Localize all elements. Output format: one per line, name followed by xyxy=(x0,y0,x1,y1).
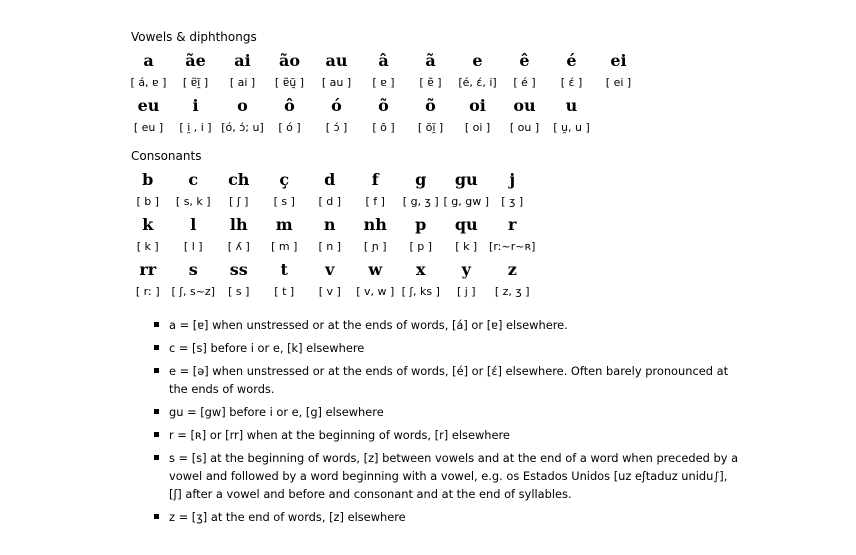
vowel-letter: é xyxy=(566,51,577,70)
vowel-ipa-row xyxy=(125,119,642,137)
consonant-ipa: [ ʃ, ks ] xyxy=(401,285,440,298)
consonant-letter: nh xyxy=(363,215,387,234)
vowel-ipa: [ ou ] xyxy=(509,121,540,134)
vowel-letter: ai xyxy=(234,51,251,70)
bullet-icon xyxy=(154,409,159,414)
vowel-letter: õ xyxy=(378,96,389,115)
consonant-letter: r xyxy=(508,215,517,234)
vowel-letter: ei xyxy=(610,51,627,70)
consonant-letter: ch xyxy=(228,170,250,189)
consonant-letter: ç xyxy=(279,170,290,189)
vowel-ipa: [é, ɛ́, i] xyxy=(458,76,497,89)
consonant-letter: w xyxy=(368,260,383,279)
vowel-ipa: [ ɔ́ ] xyxy=(325,121,348,134)
consonant-letter: gu xyxy=(454,170,478,189)
vowel-ipa xyxy=(595,119,642,137)
consonant-letter: j xyxy=(509,170,516,189)
consonant-ipa: [ z, ʒ ] xyxy=(494,285,530,298)
bullet-icon xyxy=(154,368,159,373)
consonant-ipa: [ ʒ ] xyxy=(501,195,524,208)
consonant-letter: v xyxy=(325,260,335,279)
consonant-ipa: [ s ] xyxy=(273,195,295,208)
vowel-ipa: [ ó ] xyxy=(278,121,301,134)
consonant-ipa: [ v ] xyxy=(318,285,341,298)
consonant-ipa: [ l ] xyxy=(183,240,203,253)
vowel-ipa: [ ɛ́ ] xyxy=(560,76,583,89)
vowel-letter: o xyxy=(237,96,248,115)
consonant-letter: f xyxy=(371,170,379,189)
pronunciation-notes xyxy=(150,316,740,531)
vowel-ipa: [ ɐ̃ ] xyxy=(419,76,442,89)
consonant-letter xyxy=(535,211,581,238)
note-text: z = [ʒ] at the end of words, [z] elsewhere xyxy=(169,510,406,524)
vowel-letter: ãe xyxy=(185,51,206,70)
consonant-ipa: [ ʃ, s~z] xyxy=(171,285,215,298)
vowel-letter: i xyxy=(192,96,199,115)
consonant-letter: qu xyxy=(454,215,478,234)
note-item xyxy=(150,449,740,503)
note-item xyxy=(150,362,740,398)
bullet-icon xyxy=(154,455,159,460)
vowel-letter: ó xyxy=(331,96,342,115)
vowel-ipa: [ eu ] xyxy=(133,121,164,134)
note-text: e = [ə] when unstressed or at the ends of words, [é] or [ɛ́] elsewhere. Often barely pronounced at the ends of words. xyxy=(169,364,729,396)
vowel-ipa: [ i̯ , i ] xyxy=(179,121,212,134)
consonant-letter: p xyxy=(415,215,427,234)
consonant-ipa: [ v, w ] xyxy=(356,285,395,298)
bullet-icon xyxy=(154,514,159,519)
consonant-letter: g xyxy=(415,170,427,189)
consonant-ipa: [ rː ] xyxy=(135,285,160,298)
consonant-letter: s xyxy=(188,260,198,279)
consonant-letter: t xyxy=(280,260,288,279)
consonant-ipa: [ ʃ ] xyxy=(229,195,249,208)
vowel-letter: au xyxy=(325,51,348,70)
consonant-ipa xyxy=(535,193,581,211)
consonant-ipa: [rː~r~ʀ] xyxy=(489,240,536,253)
vowel-ipa: [ ei ] xyxy=(605,76,632,89)
bullet-icon xyxy=(154,322,159,327)
vowel-ipa: [ ɐ̃ũ̯ ] xyxy=(274,76,305,89)
consonant-ipa: [ s, k ] xyxy=(175,195,211,208)
note-item xyxy=(150,426,740,444)
consonant-ipa xyxy=(535,238,581,256)
consonants-table xyxy=(125,166,626,301)
vowel-ipa: [ u̯, u ] xyxy=(553,121,590,134)
consonant-ipa xyxy=(535,283,581,301)
consonant-letter: rr xyxy=(139,260,157,279)
consonant-ipa: [ b ] xyxy=(136,195,160,208)
note-text: c = [s] before i or e, [k] elsewhere xyxy=(169,341,365,355)
vowel-letter: õ xyxy=(425,96,436,115)
consonant-letter: y xyxy=(461,260,471,279)
vowels-heading: Vowels & diphthongs xyxy=(131,30,257,44)
consonant-letter: n xyxy=(323,215,336,234)
vowel-ipa: [ au ] xyxy=(321,76,352,89)
consonant-letter-row xyxy=(125,166,626,193)
consonant-letter xyxy=(581,211,627,238)
consonant-ipa: [ f ] xyxy=(365,195,385,208)
consonant-letter: k xyxy=(142,215,154,234)
note-text: a = [ɐ] when unstressed or at the ends of words, [á] or [ɐ] elsewhere. xyxy=(169,318,568,332)
consonant-letter: b xyxy=(142,170,154,189)
vowel-letter: ê xyxy=(519,51,530,70)
consonant-ipa: [ p ] xyxy=(409,240,433,253)
consonant-ipa: [ d ] xyxy=(318,195,342,208)
note-text: s = [s] at the beginning of words, [z] between vowels and at the end of a word when preceded by a vowel and followed by a word beginning with a vowel, e.g. os Estados Unidos [uz eʃtaduz unidu∫], [ʃ] after a vowel and before and consonant and at the end of syllables. xyxy=(169,451,739,501)
consonant-ipa: [ s ] xyxy=(228,285,250,298)
vowel-letter: u xyxy=(565,96,578,115)
vowel-ipa: [ó, ɔ́; u] xyxy=(221,121,264,134)
vowel-ipa: [ é ] xyxy=(513,76,536,89)
vowel-letter: ão xyxy=(278,51,301,70)
consonant-ipa: [ ɲ ] xyxy=(363,240,387,253)
consonant-letter xyxy=(535,166,581,193)
consonant-letter: lh xyxy=(229,215,248,234)
consonant-letter: m xyxy=(275,215,293,234)
consonant-letter xyxy=(535,256,581,283)
vowel-letter: â xyxy=(378,51,389,70)
consonant-letter xyxy=(581,166,627,193)
consonant-letter-row xyxy=(125,256,626,283)
vowel-letter: ou xyxy=(513,96,536,115)
consonant-letter: l xyxy=(190,215,197,234)
consonant-ipa: [ k ] xyxy=(455,240,478,253)
vowel-letter-row xyxy=(125,47,642,74)
vowel-ipa-row xyxy=(125,74,642,92)
consonant-ipa: [ k ] xyxy=(136,240,159,253)
vowel-letter: oi xyxy=(469,96,486,115)
vowel-ipa: [ õ ] xyxy=(372,121,395,134)
vowel-ipa: [ ai ] xyxy=(229,76,256,89)
consonant-ipa xyxy=(581,283,627,301)
consonant-ipa: [ m ] xyxy=(271,240,298,253)
note-item xyxy=(150,403,740,421)
vowel-letter: eu xyxy=(137,96,160,115)
vowel-ipa: [ oi ] xyxy=(464,121,491,134)
bullet-icon xyxy=(154,432,159,437)
consonant-letter: x xyxy=(415,260,426,279)
note-text: r = [ʀ] or [rr] when at the beginning of words, [r] elsewhere xyxy=(169,428,510,442)
vowel-ipa: [ õĩ̯ ] xyxy=(417,121,444,134)
consonant-ipa: [ ʎ ] xyxy=(227,240,250,253)
vowel-letter xyxy=(595,92,642,119)
consonant-ipa xyxy=(581,193,627,211)
note-text: gu = [gw] before i or e, [g] elsewhere xyxy=(169,405,384,419)
note-item xyxy=(150,339,740,357)
vowel-ipa: [ á, ɐ ] xyxy=(130,76,167,89)
consonant-letter xyxy=(581,256,627,283)
consonant-letter: c xyxy=(188,170,199,189)
vowel-letter: a xyxy=(143,51,154,70)
consonant-ipa-row xyxy=(125,238,626,256)
consonant-ipa-row xyxy=(125,283,626,301)
note-item xyxy=(150,316,740,334)
consonant-letter-row xyxy=(125,211,626,238)
consonant-ipa: [ j ] xyxy=(456,285,476,298)
consonant-letter: d xyxy=(324,170,336,189)
vowel-letter: e xyxy=(472,51,483,70)
vowel-letter: ã xyxy=(425,51,436,70)
consonant-ipa: [ t ] xyxy=(274,285,295,298)
consonants-heading: Consonants xyxy=(131,149,202,163)
vowel-letter-row xyxy=(125,92,642,119)
vowel-ipa: [ ɐ̃ĩ̯ ] xyxy=(182,76,209,89)
vowels-table xyxy=(125,47,642,137)
vowel-letter: ô xyxy=(284,96,295,115)
consonant-ipa: [ g, gw ] xyxy=(443,195,490,208)
consonant-ipa: [ g, ʒ ] xyxy=(402,195,439,208)
consonant-ipa xyxy=(581,238,627,256)
vowel-ipa: [ ɐ ] xyxy=(372,76,395,89)
consonant-letter: z xyxy=(507,260,517,279)
bullet-icon xyxy=(154,345,159,350)
consonant-ipa-row xyxy=(125,193,626,211)
consonant-letter: ss xyxy=(229,260,248,279)
consonant-ipa: [ n ] xyxy=(318,240,342,253)
note-item xyxy=(150,508,740,526)
